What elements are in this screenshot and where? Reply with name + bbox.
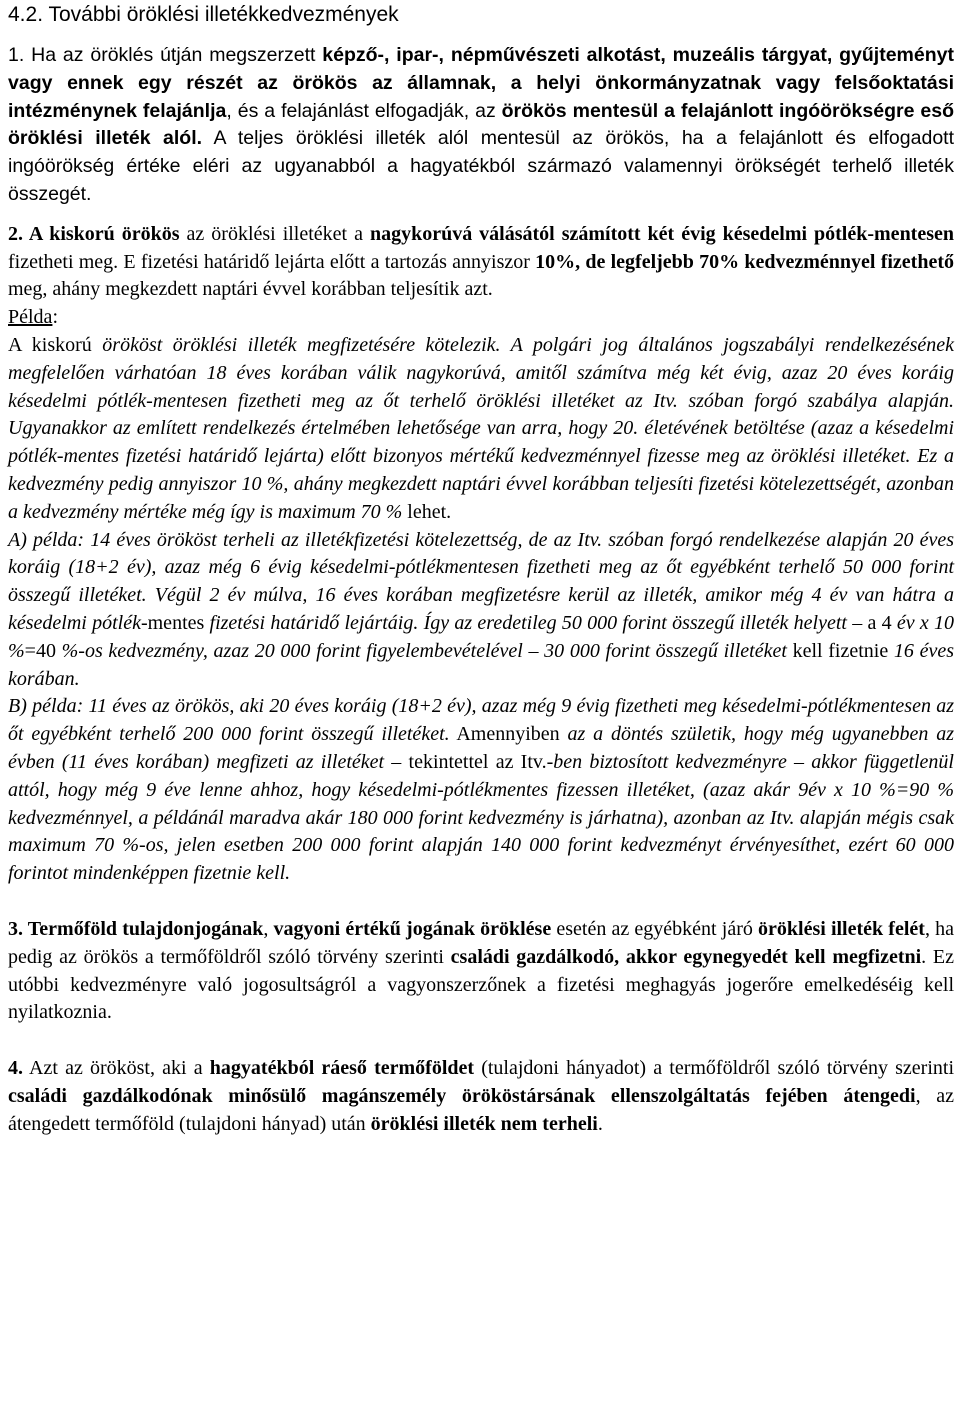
p1-bold-1: képző-, ipar-, népművészeti alkotást, muzeális tárgyat, gyűjteményt vagy ennek egy részét az örökös az államnak, a helyi önkormányzatnak vagy felsőoktatási intézménynek felajánlja <box>8 44 954 122</box>
p1-text-3: A teljes öröklési illeték alól mentesül az örökös, ha a felajánlott és elfogadott ingóörökség értéke eléri az ugyanabból a hagyatékból származó valamennyi örökségét terhelő illeték összegét. <box>8 127 954 205</box>
p3-text-1: , <box>263 917 274 940</box>
example-italic-1: örököst öröklési illeték megfizetésére kötelezik. A polgári jog általános jogszabályi rendelkezésének megfelelően várhatóan 18 éves korában válik nagykorúvá, amitől számítva még két évig, azaz 20 éves koráig késedelmi pótlék-mentesen fizetheti meg az őt terhelő öröklési illetéket az Itv. szóban forgó szabálya alapján. Ugyanakkor az említett rendelkezés értelmében lehetősége van arra, hogy 20. életévének betöltése (azaz a késedelmi pótlék-mentes fizetési határidő lejárta) előtt bizonyos mértékű kedvezménnyel fizesse meg az öröklési illetéket. Ez a kedvezmény pedig annyiszor 10 %, ahány megkezdett naptári évvel korábban teljesíti fizetési kötelezettségét, azonban a kedvezmény mértéke még így is maximum 70 % <box>8 333 954 523</box>
p4-text-1: Azt az örököst, aki a <box>23 1057 210 1080</box>
paragraph-1 <box>8 42 954 209</box>
p2-bold-1: nagykorúvá válásától számított két évig késedelmi pótlék-mentesen <box>369 222 955 245</box>
example-text-1: A kiskorú <box>8 333 103 356</box>
p4-text-4: . <box>597 1112 603 1135</box>
p4-bold-4: öröklési illeték nem terheli <box>370 1112 598 1135</box>
example-label: Példa <box>8 306 53 329</box>
exa-text-3: =40 <box>24 639 62 662</box>
p2-bold-0: 2. A kiskorú örökös <box>8 222 180 245</box>
example-text-2: lehet. <box>402 500 452 523</box>
p1-bold-2: örökös mentesül a felajánlott ingóörökségre eső öröklési illeték alól. <box>8 99 954 150</box>
p2-text-1: az öröklési illetéket a <box>179 222 370 245</box>
example-label-colon: : <box>52 306 58 329</box>
example-a-paragraph <box>8 527 954 694</box>
p4-bold-3: családi gazdálkodónak minősülő magánszemély örököstársának ellenszolgáltatás fejében átengedi <box>8 1084 916 1107</box>
exb-italic-1: B) példa: 11 éves az örökös, aki 20 éves koráig (18+2 év), azaz még 9 évig fizetheti meg késedelmi-pótlékmentesen az őt egyébként terhelő 200 000 forint összegű illetéket. <box>8 695 954 746</box>
p4-bold-2: hagyatékból ráeső termőföldet <box>209 1057 475 1080</box>
exa-text-4: kell fizetnie <box>786 639 894 662</box>
exa-italic-2: fizetési határidő lejártáig. Így az eredetileg 50 000 forint összegű illeték helyett <box>209 611 847 634</box>
p3-bold-4: családi gazdálkodó, akkor egynegyedét kell megfizetni <box>450 945 922 968</box>
exb-text-2: – tekintettel az Itv. <box>384 750 547 773</box>
exa-italic-4: %-os kedvezmény, azaz 20 000 forint figyelembevételével – 30 000 forint összegű illetéket <box>61 639 787 662</box>
exb-italic-2: az a döntés születik, hogy még ugyanebben az évben (11 éves korában) megfizeti az illetéket <box>8 723 954 773</box>
p1-text-2: , és a felajánlást elfogadják, az <box>226 99 502 122</box>
exa-italic-5: 16 éves korában. <box>8 639 955 690</box>
exb-text-1: Amennyiben <box>449 723 568 746</box>
p1-text-1: 1. Ha az öröklés útján megszerzett <box>8 44 323 66</box>
exa-italic-1: A) példa: 14 éves örököst terheli az illetékfizetési kötelezettség, de az Itv. szóban forgó rendelkezése alapján 20 éves koráig (18+2 év), azaz még 6 évig késedelmi-pótlékmentesen fizetheti meg az őt egyébként terhelő 50 000 forint összegű illetéket. Végül 2 év múlva, 16 éves korában megfizetésre kerül az illeték, amikor még 4 év van hátra a késedelmi pótlék <box>8 528 954 634</box>
p3-bold-1: 3. Termőföld tulajdonjogának <box>8 917 264 940</box>
p4-text-2: (tulajdoni hányadot) a termőföldről szóló törvény szerinti <box>474 1057 955 1080</box>
example-label-line <box>8 304 954 332</box>
document-page <box>0 2 960 1420</box>
exa-text-2: – a 4 <box>846 611 897 634</box>
paragraph-2 <box>8 221 954 304</box>
p4-bold-1: 4. <box>8 1057 23 1080</box>
p2-bold-2: 10%, de legfeljebb 70% kedvezménnyel fizethető <box>535 250 954 273</box>
p3-bold-2: vagyoni értékű jogának öröklése <box>273 917 552 940</box>
p3-text-2: esetén az egyébként járó <box>551 917 759 940</box>
p2-text-2: fizetheti meg. E fizetési határidő lejárta előtt a tartozás annyiszor <box>8 250 536 273</box>
exa-italic-3: év x 10 % <box>8 611 954 662</box>
example-paragraph <box>8 332 954 527</box>
p3-text-4: . Ez utóbbi kedvezményre való jogosultságról a vagyonszerzőnek a fizetési meghagyás jogerőre emelkedéséig kell nyilatkoznia. <box>8 945 954 1024</box>
section-heading: 4.2. További öröklési illetékkedvezmények <box>8 3 399 26</box>
paragraph-4 <box>8 1055 954 1138</box>
exb-italic-3: -ben biztosított kedvezményre – akkor függetlenül attól, hogy még 9 éve lenne ahhoz, hogy késedelmi-pótlékmentes fizessen illetéket, (azaz akár 9év x 10 %=90 % kedvezménnyel, a példánál maradva akár 180 000 forint kedvezmény is járhatna), azonban az Itv. alapján mégis csak maximum 70 %-os, jelen esetben 200 000 forint alapján 140 000 forint kedvezményt érvényesíthet, ezért 60 000 forintot mindenképpen fizetnie kell. <box>8 750 954 885</box>
example-b-paragraph <box>8 693 954 888</box>
p3-bold-3: öröklési illeték felét <box>758 917 925 940</box>
exa-text-1: -mentes <box>140 611 210 634</box>
p3-text-3: , ha pedig az örökös a termőföldről szóló törvény szerinti <box>8 917 954 968</box>
p2-text-3: meg, ahány megkezdett naptári évvel korábban teljesítik azt. <box>8 278 493 301</box>
p4-text-3: , az átengedett termőföld (tulajdoni hányad) után <box>8 1084 954 1135</box>
paragraph-3 <box>8 916 954 1027</box>
